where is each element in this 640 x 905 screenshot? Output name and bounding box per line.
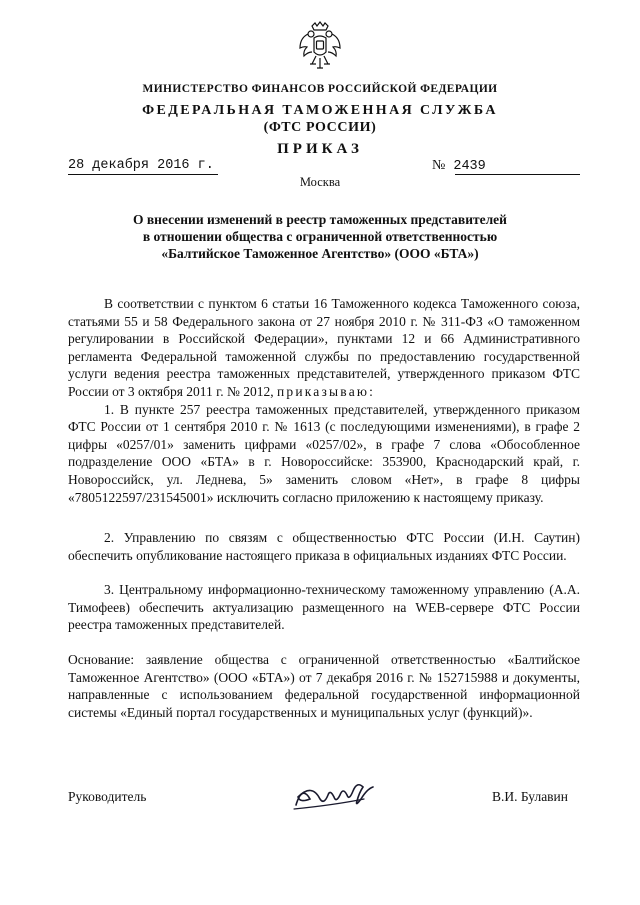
title-line: О внесении изменений в реестр таможенных представителей bbox=[133, 212, 507, 227]
item-1-text: 1. В пункте 257 реестра таможенных представителей, утвержденного приказом ФТС России от 1 сентября 2010 г. № 1613 (с последующими изменениями), в графе 2 цифры «0257/01» заменить цифрами «0257/02», в графе 7 слова «Обособленное подразделение ООО «БТА» в г. Новороссийске: 353900, Краснодарский край, г. Новороссийск, ул. Леднева, 5» заменить словом «Нет», в графе 8 цифры «7805122597/231545001» исключить согласно приложению к настоящему приказу. bbox=[68, 401, 580, 505]
basis-paragraph bbox=[68, 651, 580, 721]
title-line: «Балтийское Таможенное Агентство» (ООО «БТА») bbox=[161, 246, 479, 261]
command-text: приказываю: bbox=[276, 383, 376, 399]
title-line: в отношении общества с ограниченной ответственностью bbox=[142, 229, 498, 244]
number-value: 2439 bbox=[453, 159, 486, 174]
service-abbreviation: (ФТС РОССИИ) bbox=[263, 120, 377, 135]
city-label: Москва bbox=[299, 175, 341, 189]
handwritten-signature bbox=[290, 775, 400, 815]
number-label: № bbox=[432, 158, 446, 173]
signatory-name: В.И. Булавин bbox=[492, 789, 569, 804]
item-2-text: 2. Управлению по связям с общественностью ФТС России (И.Н. Саутин) обеспечить опубликование настоящего приказа в официальных изданиях ФТС России. bbox=[68, 530, 580, 563]
preamble-paragraph bbox=[68, 295, 580, 506]
item-3-paragraph bbox=[68, 581, 580, 634]
item-2-paragraph bbox=[68, 529, 580, 564]
document-title bbox=[60, 211, 580, 262]
preamble-block bbox=[68, 295, 580, 401]
order-date: 28 декабря 2016 г. bbox=[68, 158, 214, 173]
preamble-text: В соответствии с пунктом 6 статьи 16 Таможенного кодекса Таможенного союза, статьями 55 и 58 Федерального закона от 27 ноября 2010 г. № 311-ФЗ «О таможенном регулировании в Российской Федерации», пунктами 12 и 66 Административного регламента Федеральной таможенной службы по предоставлению государственной услуги ведения реестра таможенных представителей, утвержденного приказом ФТС России от 3 октября 2011 г. № 2012, bbox=[68, 296, 580, 399]
document-type-heading: ПРИКАЗ bbox=[277, 141, 363, 157]
service-heading: ФЕДЕРАЛЬНАЯ ТАМОЖЕННАЯ СЛУЖБА bbox=[142, 103, 498, 118]
basis-text: Основание: заявление общества с ограниченной ответственностью «Балтийское Таможенное Агентство» (ООО «БТА») от 7 декабря 2016 г. № 152715988 и документы, направленные с использованием федеральной государственной информационной системы «Единый портал государственных и муниципальных услуг (функций)». bbox=[68, 652, 580, 720]
signatory-position: Руководитель bbox=[68, 789, 147, 804]
order-number bbox=[432, 158, 486, 174]
coat-of-arms-icon bbox=[298, 20, 342, 72]
item-3-text: 3. Центральному информационно-техническому таможенному управлению (А.А. Тимофеев) обеспечить актуализацию размещенного на WEB-сервере ФТС России реестра таможенных представителей. bbox=[68, 582, 580, 633]
ministry-heading: МИНИСТЕРСТВО ФИНАНСОВ РОССИЙСКОЙ ФЕДЕРАЦИИ bbox=[142, 83, 498, 95]
